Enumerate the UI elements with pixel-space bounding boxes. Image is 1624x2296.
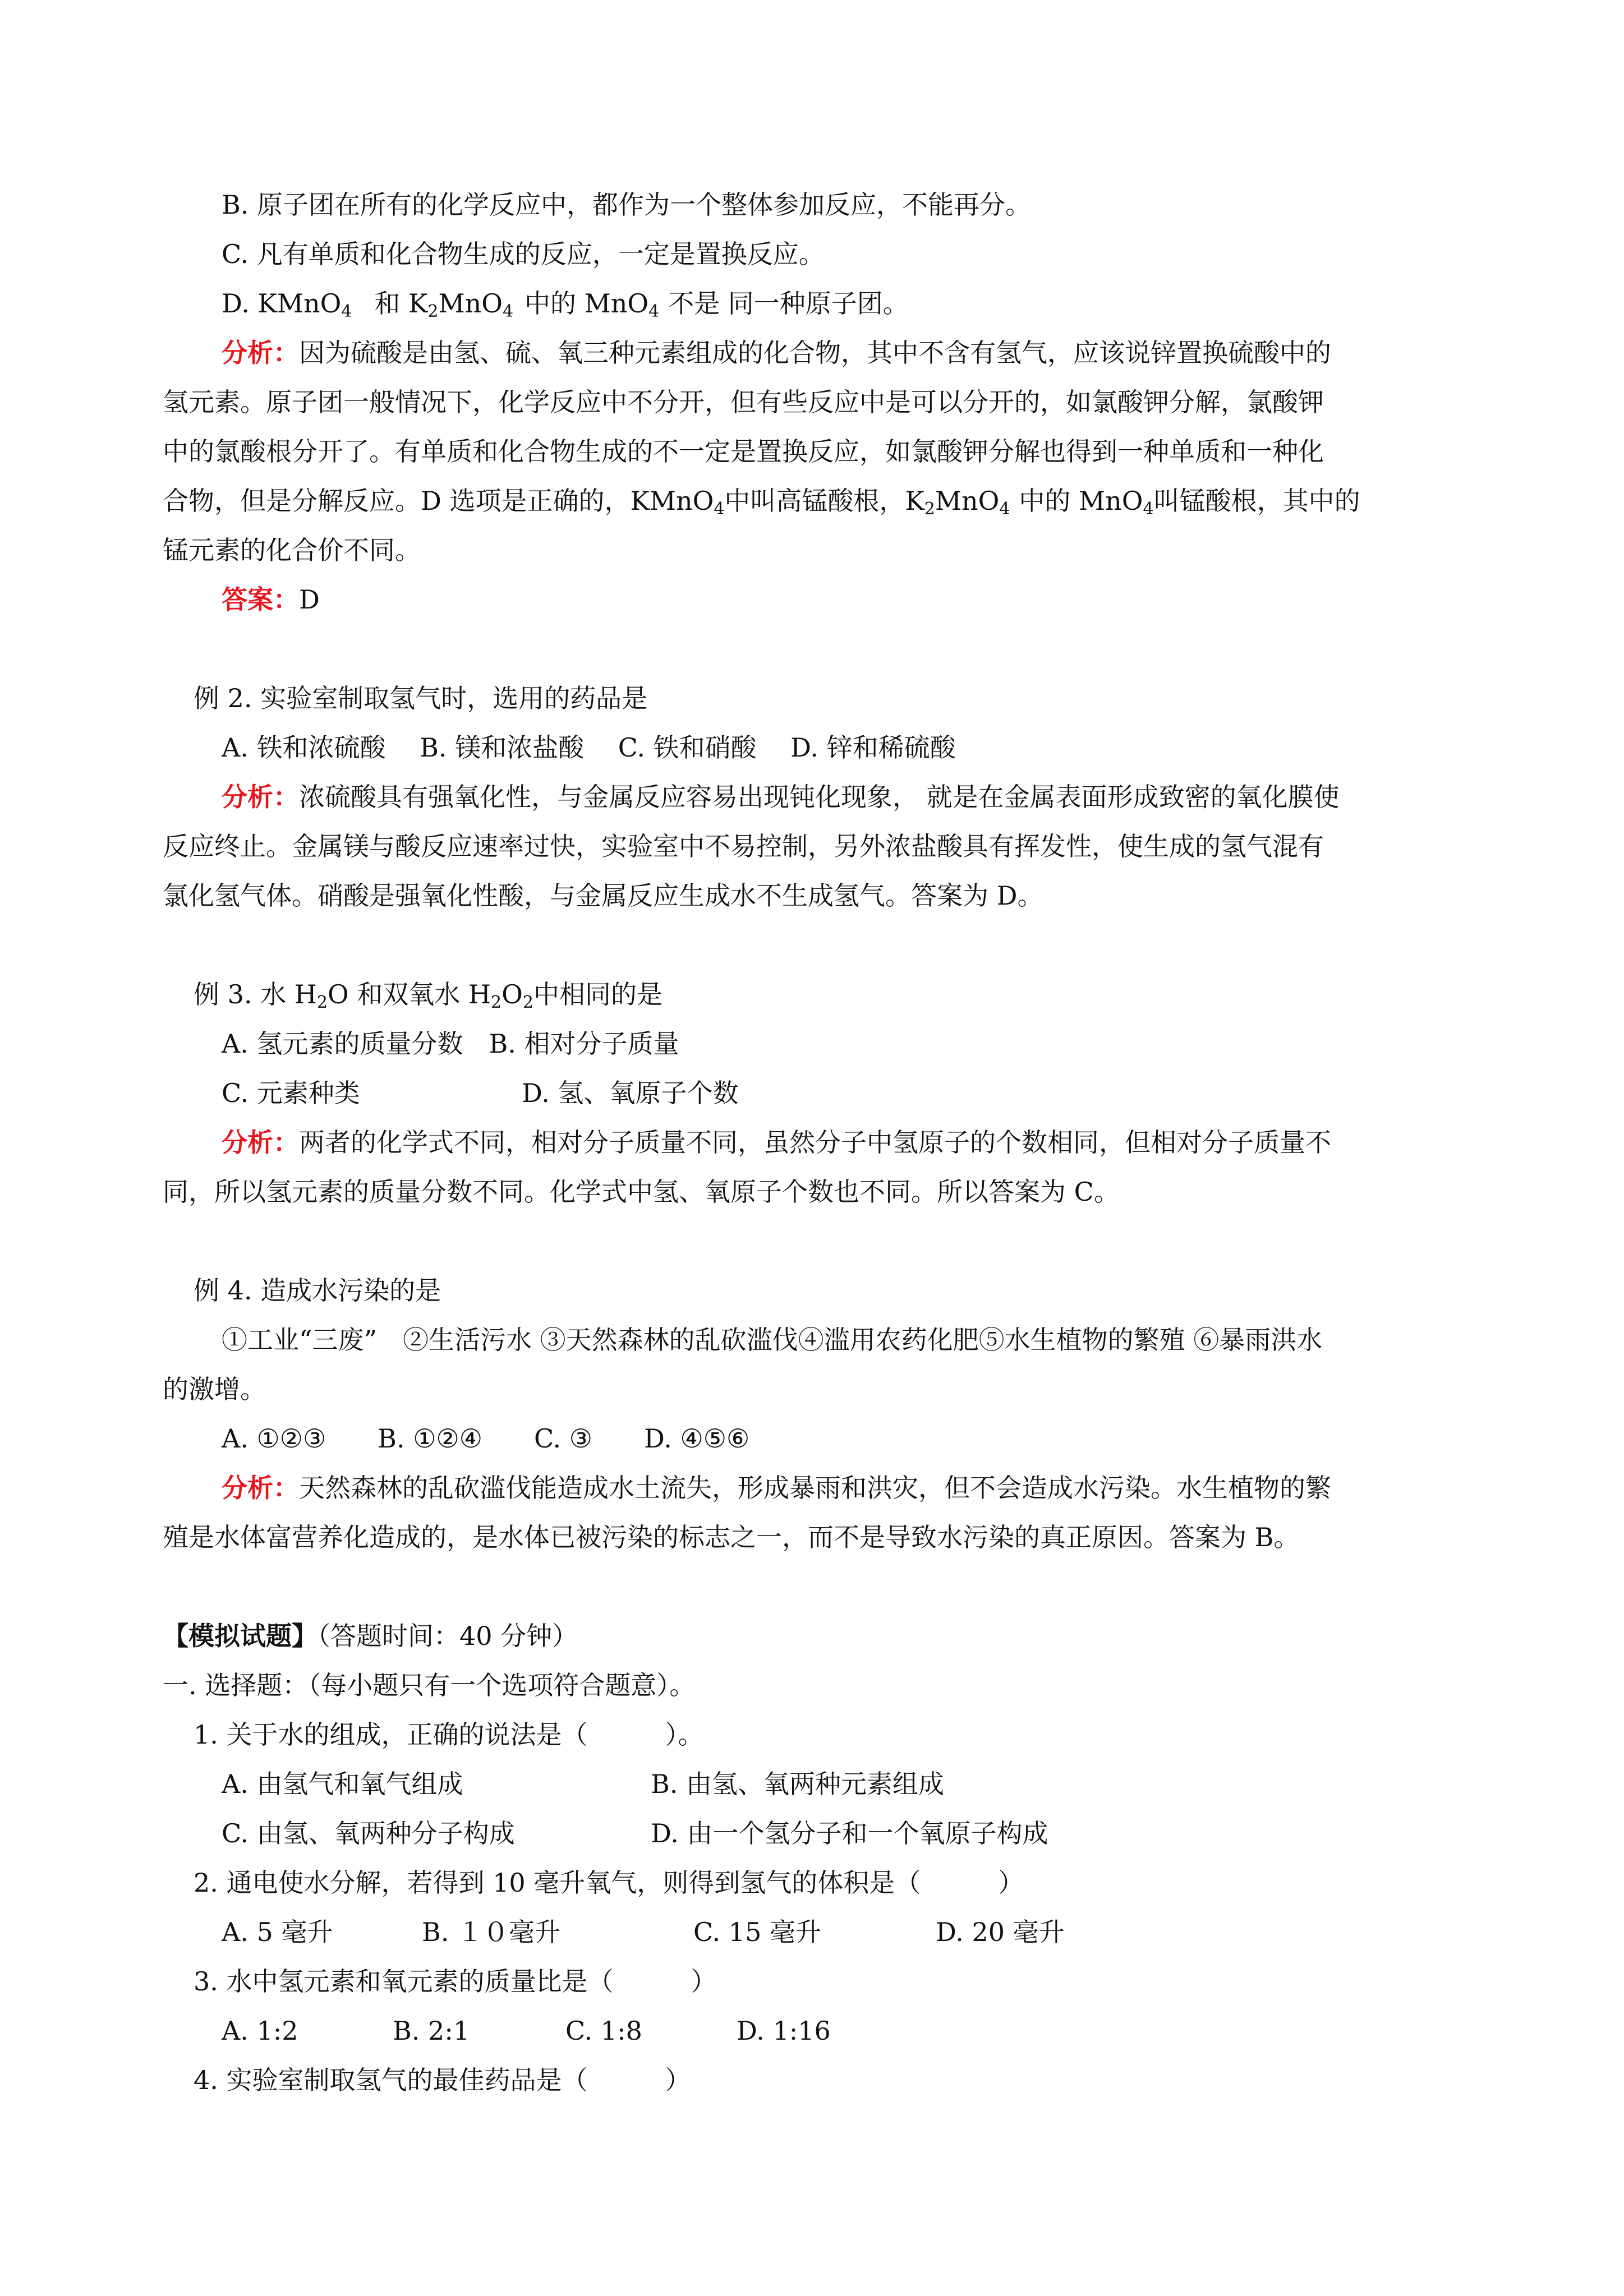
question-2-option-b: B. １０毫升	[422, 1917, 561, 1947]
question-1: 1. 关于水的组成，正确的说法是（ ）。	[194, 1719, 704, 1750]
analysis-label: 分析：	[222, 338, 299, 368]
answer-label: 答案：	[222, 584, 299, 615]
ex4-analysis: 分析：天然森林的乱砍滥伐能造成水土流失，形成暴雨和洪灾，但不会造成水污染。水生植物的繁	[222, 1473, 1331, 1503]
analysis-label: 分析：	[222, 1127, 299, 1158]
ex1-answer	[222, 583, 320, 616]
mock-test-time: （答题时间：40 分钟）	[318, 1621, 578, 1651]
question-2-option-a: A. 5 毫升	[222, 1917, 333, 1947]
ex4-question: 例 4. 造成水污染的是	[194, 1275, 441, 1306]
question-3-option-c: C. 1:8	[565, 2016, 642, 2046]
ex1-option-c: C. 凡有单质和化合物生成的反应，一定是置换反应。	[222, 239, 825, 269]
ex4-options: A. ①②③ B. ①②④ C. ③ D. ④⑤⑥	[222, 1423, 750, 1454]
ex1-analysis: 分析：因为硫酸是由氢、硫、氧三种元素组成的化合物，其中不含有氢气，应该说锌置换硫酸中的	[222, 338, 1331, 368]
ex3-options-ab: A. 氢元素的质量分数 B. 相对分子质量	[222, 1029, 679, 1059]
question-4: 4. 实验室制取氢气的最佳药品是（ ）	[194, 2065, 691, 2095]
ex4-items-line-2: 的激增。	[163, 1374, 266, 1404]
ex4-analysis-line-2: 殖是水体富营养化造成的，是水体已被污染的标志之一，而不是导致水污染的真正原因。答案为 B。	[163, 1522, 1300, 1552]
ex2-question: 例 2. 实验室制取氢气时，选用的药品是	[194, 683, 648, 713]
ex3-option-d: D. 氢、氧原子个数	[522, 1078, 739, 1108]
question-1-option-b: B. 由氢、氧两种元素组成	[651, 1769, 945, 1799]
question-2-option-c: C. 15 毫升	[693, 1917, 821, 1947]
ex2-analysis-line-2: 反应终止。金属镁与酸反应速率过快，实验室中不易控制，另外浓盐酸具有挥发性，使生成的氢气混有	[163, 831, 1324, 861]
ex4-items: ①工业“三废” ②生活污水 ③天然森林的乱砍滥伐④滥用农药化肥⑤水生植物的繁殖 ⑥暴雨洪水	[222, 1325, 1323, 1355]
question-2: 2. 通电使水分解，若得到 10 毫升氧气，则得到氢气的体积是（ ）	[194, 1868, 1024, 1898]
ex1-option-d: D. KMnO$_4$ 和 $K_2MnO_4$ 中的 MnO$_4$ 不是 同一种原子团。	[222, 288, 909, 321]
ex3-option-c: C. 元素种类	[222, 1078, 360, 1108]
ex2-analysis-line-3: 氯化氢气体。硝酸是强氧化性酸，与金属反应生成水不生成氢气。答案为 D。	[163, 880, 1043, 911]
question-3-option-d: D. 1:16	[737, 2016, 831, 2046]
mock-test-heading	[163, 1619, 578, 1653]
ex2-options: A. 铁和浓硫酸 B. 镁和浓盐酸 C. 铁和硝酸 D. 锌和稀硫酸	[222, 732, 956, 763]
ex1-analysis-line-3: 中的氯酸根分开了。有单质和化合物生成的不一定是置换反应，如氯酸钾分解也得到一种单质和一种化	[163, 436, 1324, 467]
ex1-analysis-line-4: 合物，但是分解反应。D 选项是正确的，KMnO$_4$中叫高锰酸根，$K_2MnO_4$ 中的 MnO$_4$叫锰酸根，其中的	[163, 486, 1360, 519]
ex3-analysis-line-2: 同，所以氢元素的质量分数不同。化学式中氢、氧原子个数也不同。所以答案为 C。	[163, 1177, 1120, 1207]
section-heading: 一. 选择题：（每小题只有一个选项符合题意）。	[163, 1670, 696, 1700]
answer-value: D	[299, 584, 320, 615]
mock-test-title: 【模拟试题】	[163, 1621, 318, 1651]
question-3-option-a: A. 1:2	[222, 2016, 298, 2046]
question-2-option-d: D. 20 毫升	[936, 1917, 1065, 1947]
ex2-analysis: 分析：浓硫酸具有强氧化性，与金属反应容易出现钝化现象， 就是在金属表面形成致密的氧化膜使	[222, 782, 1340, 812]
ex3-question: 例 3. 水 $H_2O$ 和双氧水 $H_2O_2$中相同的是	[194, 979, 663, 1012]
question-1-option-d: D. 由一个氢分子和一个氧原子构成	[651, 1818, 1048, 1848]
ex3-analysis: 分析：两者的化学式不同，相对分子质量不同，虽然分子中氢原子的个数相同，但相对分子质量不	[222, 1127, 1331, 1158]
question-3-option-b: B. 2:1	[393, 2016, 470, 2046]
ex1-analysis-line-2: 氢元素。原子团一般情况下，化学反应中不分开，但有些反应中是可以分开的，如氯酸钾分解，氯酸钾	[163, 387, 1324, 417]
question-1-option-c: C. 由氢、氧两种分子构成	[222, 1818, 515, 1848]
analysis-label: 分析：	[222, 1473, 299, 1503]
question-3: 3. 水中氢元素和氧元素的质量比是（ ）	[194, 1966, 717, 1997]
analysis-label: 分析：	[222, 782, 299, 812]
ex1-analysis-line-5: 锰元素的化合价不同。	[163, 535, 421, 565]
ex1-option-b: B. 原子团在所有的化学反应中，都作为一个整体参加反应，不能再分。	[222, 190, 1032, 220]
question-1-option-a: A. 由氢气和氧气组成	[222, 1769, 463, 1799]
